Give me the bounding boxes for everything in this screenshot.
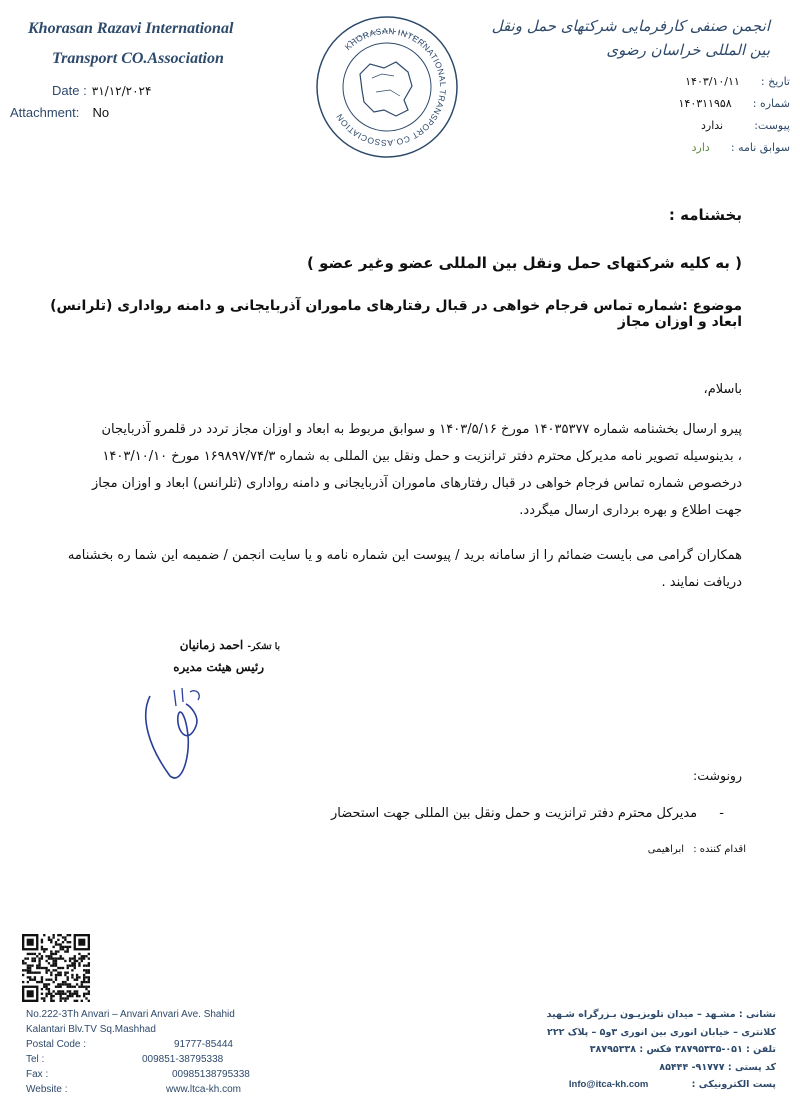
meta-row-attachment: [560, 114, 790, 136]
attachment-value: No: [92, 105, 110, 120]
attachment-row: [10, 102, 210, 121]
footer-website-link[interactable]: www.ltca-kh.com: [166, 1084, 242, 1095]
meta-history-value: دارد: [691, 141, 710, 154]
footer-tel-value: 009851-38795338: [142, 1054, 224, 1065]
action-value: ابراهیمی: [647, 844, 685, 855]
cc-label: رونوشت:: [693, 768, 742, 783]
footer-contact-en: [26, 1007, 286, 1097]
paragraph-1-line-1: پیرو ارسال بخشنامه شماره ۱۴۰۳۵۳۷۷ مورخ ۱۴۰۳/۵/۱۶ و سوابق مربوط به ابعاد و اوزان مجاز تردد در قلمرو آذربایجان: [101, 422, 742, 437]
attachment-label: Attachment:: [10, 105, 80, 120]
footer-email-row: [470, 1076, 776, 1094]
footer-tel-row: [26, 1052, 286, 1067]
footer-contact-fa: [470, 1006, 776, 1094]
footer-postal-row: [26, 1037, 286, 1052]
footer-email-label: پست الکترونیکی :: [691, 1079, 776, 1090]
org-name-fa: انجمن صنفی کارفرمایی شرکتهای حمل ونقل بین المللی خراسان رضوی: [491, 17, 770, 59]
footer-website-label: Website :: [26, 1084, 68, 1095]
footer-tel-label: Tel :: [26, 1054, 45, 1065]
meta-row-date: [560, 70, 790, 92]
paragraph-1-line-2: ، بدینوسیله تصویر نامه مدیرکل محترم دفتر ترانزیت و حمل ونقل بین المللی به شماره ۱۶۹۸۹۷/۷۴/۳ مورخ ۱۴۰۳/۱۰/۱۰: [102, 449, 742, 464]
subject-line: موضوع :شماره تماس فرجام خواهی در قبال رفتارهای ماموران آذربایجانی و دامنه رواداری (تلرانس) ابعاد و اوزان مجاز: [50, 298, 742, 330]
meta-row-number: [560, 92, 790, 114]
circular-heading: بخشنامه :: [668, 206, 742, 224]
date-label: Date :: [52, 83, 87, 98]
footer-address-en-line1: No.222-3Th Anvari – Anvari Anvari Ave. Shahid: [26, 1009, 235, 1020]
footer-address-fa-line1: نشانی : مشـهد – میدان تلویزیـون بـزرگراه شـهید: [546, 1009, 776, 1020]
meta-attachment-label: پیوست:: [754, 119, 790, 132]
recipients-line: ( به کلیه شرکتهای حمل ونقل بین المللی عضو وغیر عضو ): [307, 254, 742, 272]
footer-postal-value: 91777-85444: [174, 1039, 233, 1050]
meta-row-history: [560, 136, 790, 158]
signoff-thanks: با تشکر-: [247, 642, 280, 652]
date-row: [52, 80, 252, 99]
paragraph-2-line-1: همکاران گرامی می بایست ضمائم را از سامانه برید / پیوست این شماره نامه و یا سایت انجمن / ضمیمه این شما ره بخشنامه: [67, 548, 742, 563]
paragraph-2: [40, 542, 742, 596]
paragraph-1: [40, 416, 742, 524]
meta-number-label: شماره :: [752, 97, 790, 110]
date-value: ۳۱/۱۲/۲۰۲۴: [91, 84, 152, 98]
paragraph-1-line-3: درخصوص شماره تماس فرجام خواهی در قبال رفتارهای ماموران آذربایجانی و دامنه رواداری (تلرانس) ابعاد و اوزان مجاز: [92, 476, 742, 491]
footer-address-en-line2: Kalantari Blv.TV Sq.Mashhad: [26, 1024, 156, 1035]
paragraph-2-line-2: دریافت نمایند .: [661, 575, 742, 590]
action-row: [480, 844, 746, 855]
greeting: باسلام،: [703, 382, 742, 397]
footer-email-link[interactable]: Info@itca-kh.com: [568, 1079, 649, 1090]
handwritten-signature: [130, 676, 220, 786]
signer-name: احمد زمانیان: [179, 638, 244, 652]
cc-item: [200, 806, 724, 821]
letter-meta: [560, 70, 790, 158]
footer-fax-value: 00985138795338: [172, 1069, 250, 1080]
meta-attachment-value: ندارد: [701, 119, 724, 132]
cc-dash: -: [719, 806, 724, 821]
meta-date-label: تاریخ :: [760, 75, 790, 88]
meta-number-value: ۱۴۰۳۱۱۹۵۸: [678, 97, 732, 110]
footer-fax-row: [26, 1067, 286, 1082]
action-label: اقدام کننده :: [693, 844, 746, 855]
association-seal-logo: [312, 12, 462, 162]
qr-code: [22, 934, 90, 1006]
footer-postal-label: Postal Code :: [26, 1039, 87, 1050]
org-name-en-line1: Khorasan Razavi International: [28, 20, 234, 37]
footer-postal-fa: کد پستی : ۹۱۷۷۷- ۸۵۴۴۴: [659, 1061, 776, 1073]
seal-text: KHORASAN INTERNATIONAL TRANSPORT CO.ASSOCIATION: [333, 25, 449, 149]
footer-website-row: [26, 1082, 286, 1097]
signer-title: رئیس هیئت مدیره: [173, 660, 264, 674]
footer-address-fa-line2: کلانتری – خیابان انوری بین انوری ۳و۵ – پلاک ۲۲۲: [547, 1026, 776, 1038]
meta-date-value: ۱۴۰۳/۱۰/۱۱: [685, 75, 740, 88]
org-name-en-line2: Transport CO.Association: [52, 50, 224, 67]
footer-phone-fa: تلفن : ۰۵۱-۳۸۷۹۵۳۳۵ فکس : ۳۸۷۹۵۳۳۸: [589, 1044, 776, 1055]
paragraph-1-line-4: جهت اطلاع و بهره برداری ارسال میگردد.: [519, 503, 742, 518]
footer-fax-label: Fax :: [26, 1069, 49, 1080]
cc-item-text: مدیرکل محترم دفتر ترانزیت و حمل ونقل بین المللی جهت استحضار: [330, 806, 698, 821]
meta-history-label: سوابق نامه :: [730, 141, 790, 154]
signoff-line: [110, 638, 280, 652]
